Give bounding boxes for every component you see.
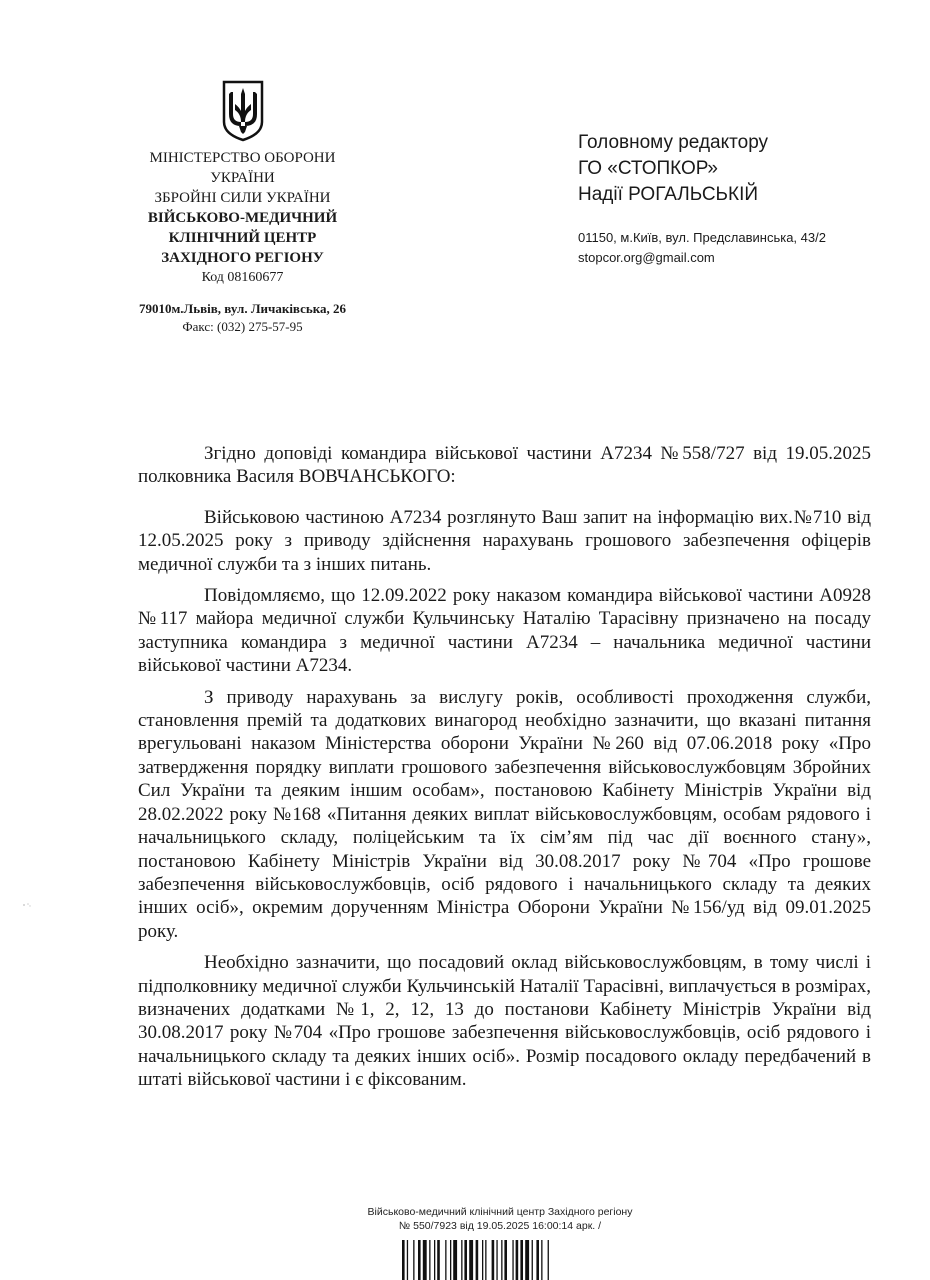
- org-code: Код 08160677: [201, 270, 284, 285]
- sender-block: [120, 80, 365, 336]
- org-name-line-3: ЗАХІДНОГО РЕГІОНУ: [161, 250, 324, 266]
- stamp-org-line: Військово-медичний клінічний центр Західного регіону: [367, 1206, 633, 1218]
- registration-stamp: [330, 1205, 670, 1233]
- ministry-line-2: УКРАЇНИ: [210, 170, 275, 186]
- paragraph-request: Військовою частиною А7234 розглянуто Ваш запит на інформацію вих.№710 від 12.05.2025 року з приводу здійснення нарахувань грошового забезпечення офіцерів медичної служби та з інших питань.: [138, 506, 871, 575]
- paragraph-intro: Згідно доповіді командира військової частини А7234 №558/727 від 19.05.2025 полковника Василя ВОВЧАНСЬКОГО:: [138, 443, 871, 488]
- org-name-line-1: ВІЙСЬКОВО-МЕДИЧНИЙ: [147, 210, 338, 226]
- recipient-name: Надії РОГАЛЬСЬКІЙ: [578, 184, 759, 205]
- org-name-line-2: КЛІНІЧНИЙ ЦЕНТР: [168, 230, 317, 246]
- armed-forces-line: ЗБРОЙНІ СИЛИ УКРАЇНИ: [154, 190, 331, 206]
- stamp-reg-number: № 550/7923 від 19.05.2025 16:00:14 арк. /: [398, 1220, 602, 1232]
- paragraph-salary: Необхідно зазначити, що посадовий оклад військовослужбовцям, в тому числі і підполковнику медичної служби Кульчинській Наталії Тарасівні, виплачується в розмірах, визначених додатками №1, 2, 12, 13 до постанови Кабінету Міністрів України від 30.08.2017 року №704 «Про грошове забезпечення військовослужбовців, осіб рядового і начальницького складу та деяких інших осіб». Розмір посадового окладу передбачений в штаті військової частини і є фіксованим.: [138, 952, 871, 1091]
- paragraph-regulations: З приводу нарахувань за вислугу років, особливості проходження служби, становлення премій та додаткових винагород необхідно зазначити, що вказані питання врегульовані наказом Міністерства оборони України №260 від 07.06.2018 року «Про затвердження порядку виплати грошового забезпечення військовослужбовцям Збройних Сил України та деяким іншим особам», постановою Кабінету Міністрів України від 28.02.2022 року №168 «Питання деяких виплат військовослужбовцям, особам рядового і начальницького складу, поліцейським та їх сім’ям під час дії воєнного стану», постановою Кабінету Міністрів України від 30.08.2017 року №704 «Про грошове забезпечення військовослужбовців, осіб рядового і начальницького складу та деяких інших осіб», окремим дорученням Міністра Оборони України №156/уд від 09.01.2025 року.: [138, 686, 871, 942]
- sender-fax: Факс: (032) 275-57-95: [182, 319, 303, 334]
- recipient-title: Головному редактору: [578, 132, 769, 153]
- scan-speck: [22, 902, 32, 908]
- barcode: [402, 1240, 602, 1280]
- paragraph-appointment: Повідомляємо, що 12.09.2022 року наказом командира військової частини А0928 №117 майора медичної служби Кульчинську Наталію Тарасівну призначено на посаду заступника командира з медичної частини А7234 – начальника медичної частини військової частини А7234.: [138, 585, 871, 677]
- letter-body: [138, 442, 871, 1092]
- ministry-line-1: МІНІСТЕРСТВО ОБОРОНИ: [149, 150, 336, 166]
- recipient-address: 01150, м.Київ, вул. Предславинська, 43/2: [578, 230, 826, 245]
- coat-of-arms-icon: [220, 80, 266, 142]
- recipient-block: [578, 130, 898, 268]
- sender-address: 79010м.Львів, вул. Личаківська, 26: [138, 301, 347, 316]
- recipient-email: stopcor.org@gmail.com: [578, 250, 715, 265]
- recipient-organization: ГО «СТОПКОР»: [578, 158, 718, 179]
